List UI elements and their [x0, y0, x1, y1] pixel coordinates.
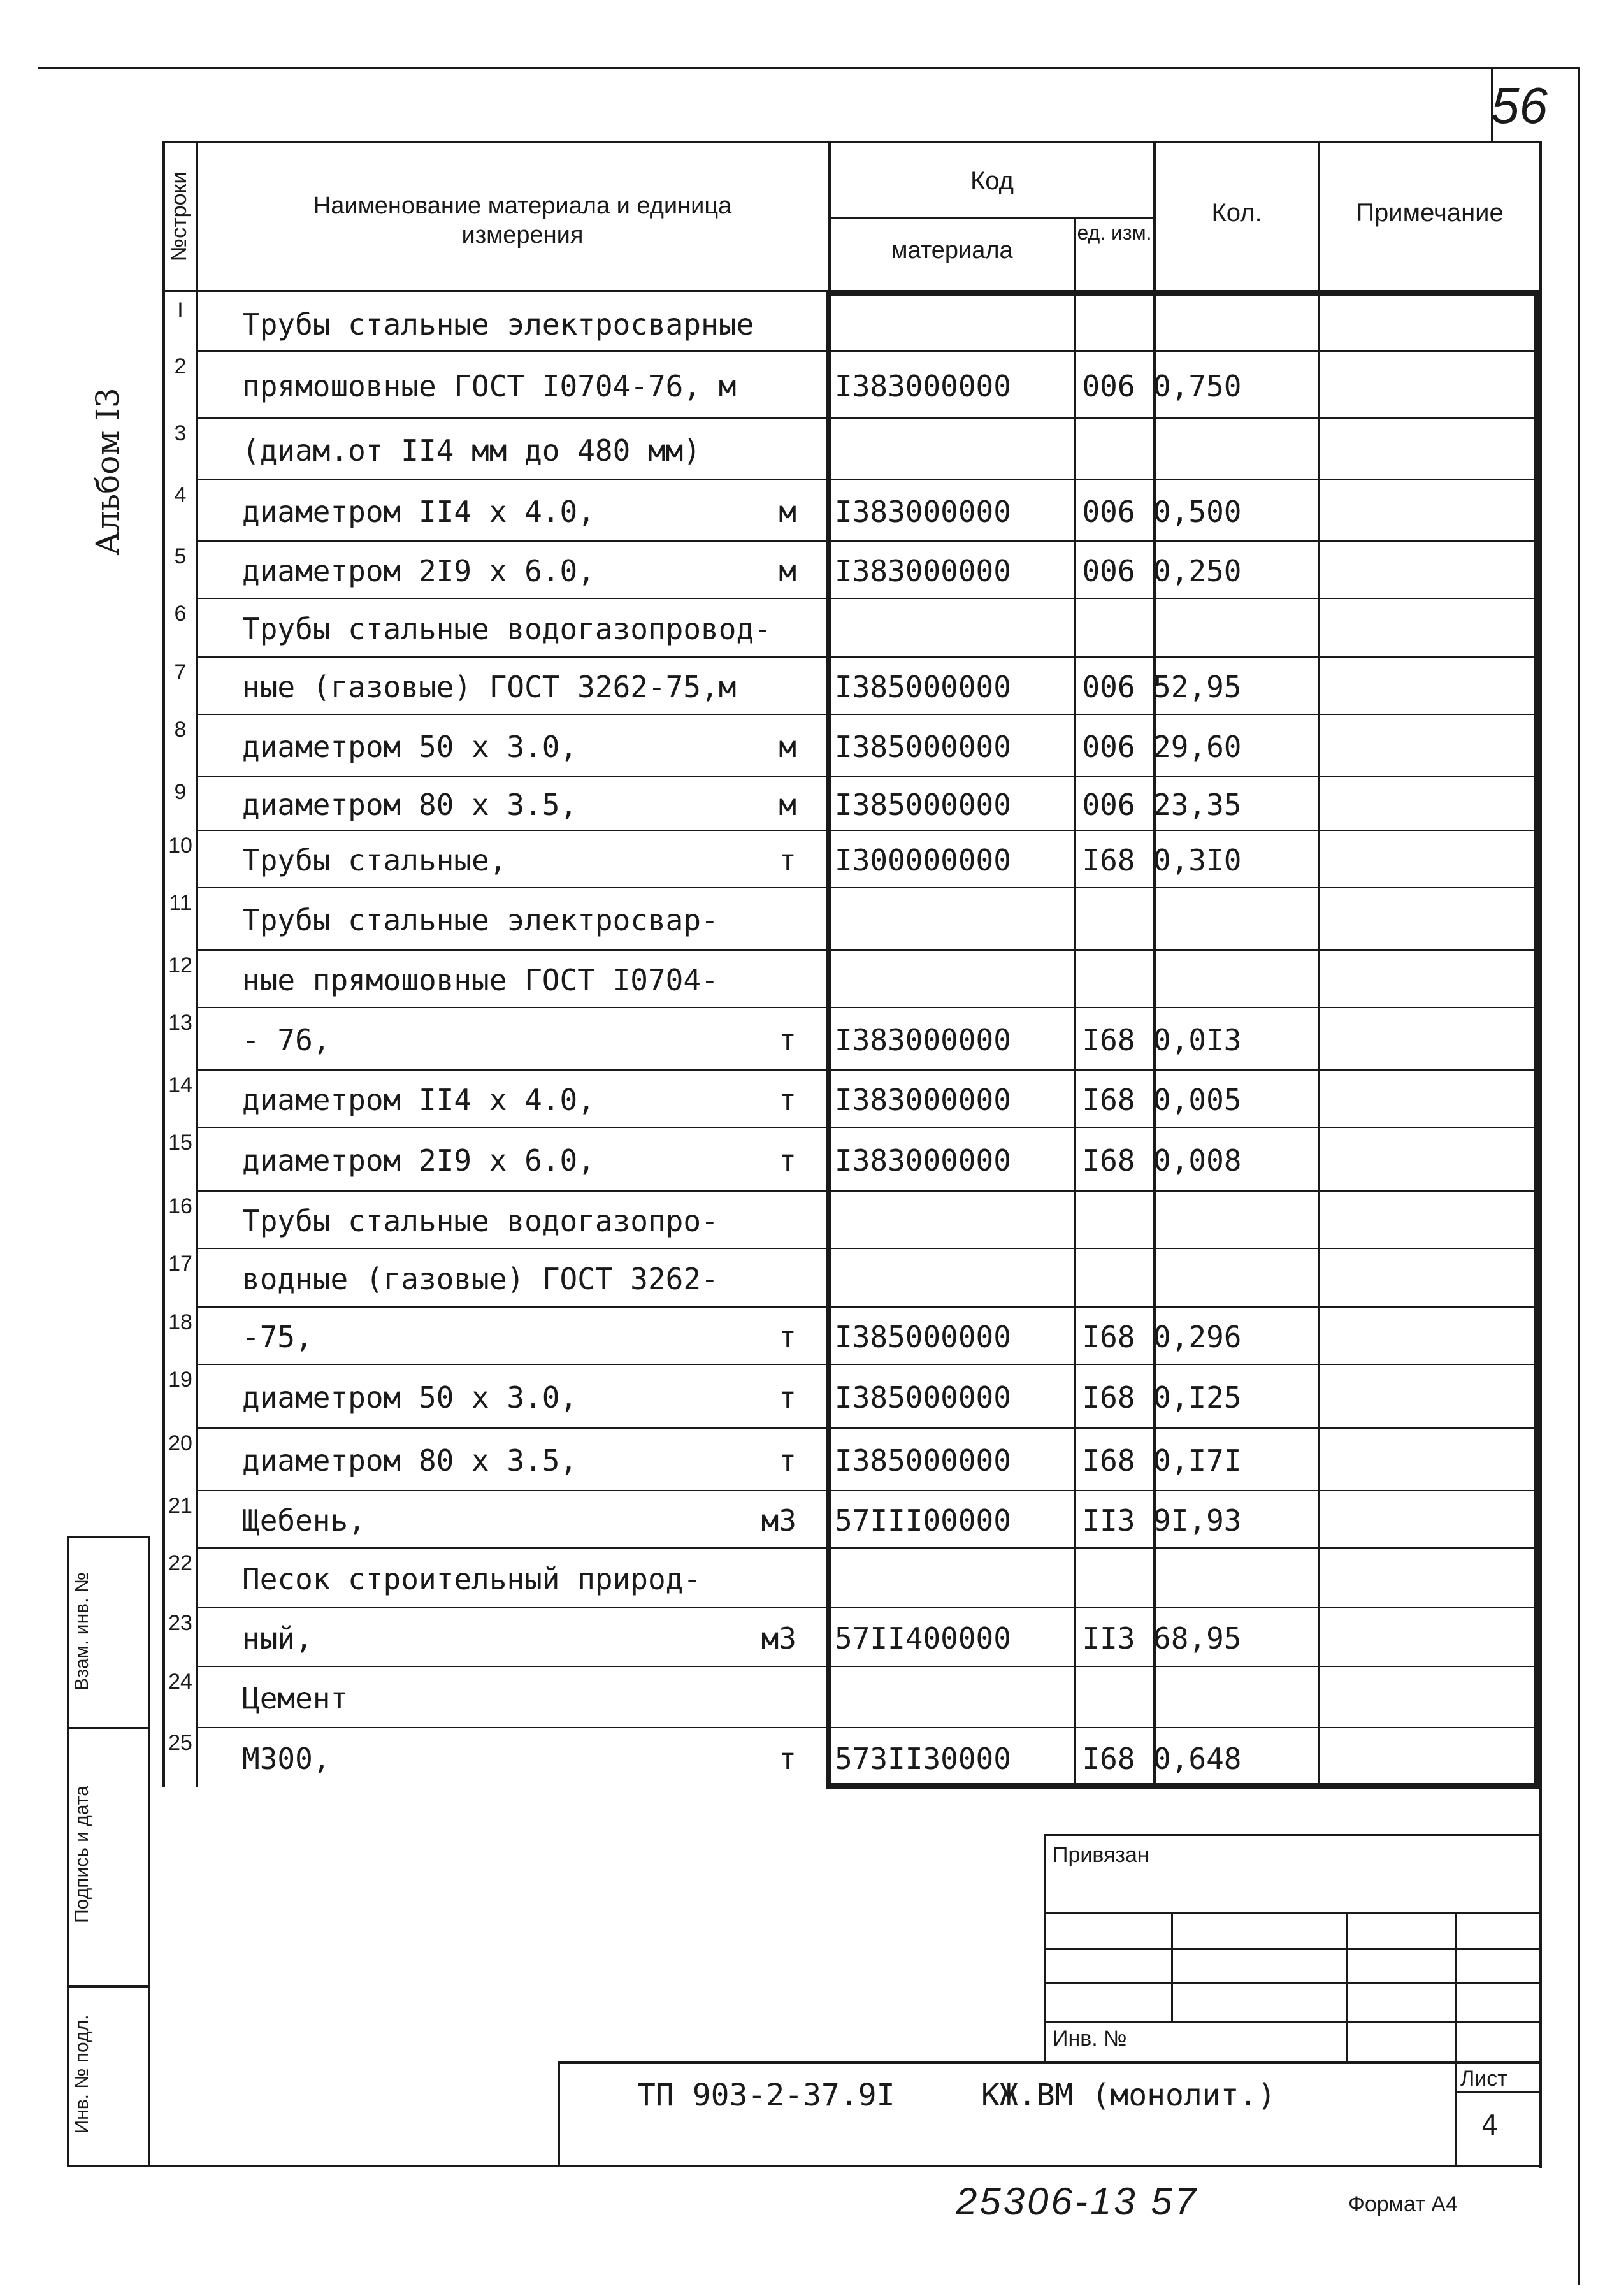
row-separator — [196, 1248, 1541, 1249]
note-col-border — [1318, 141, 1320, 1788]
material-code: I383000000 — [835, 368, 1011, 403]
row-separator — [196, 1727, 1541, 1728]
stamp-line-2 — [1044, 1948, 1542, 1950]
material-name: Трубы стальные электросварные — [242, 307, 754, 342]
stamp-vdiv-2 — [1346, 1912, 1348, 2063]
material-name: Трубы стальные водогазопровод- — [242, 612, 772, 646]
quantity: 23,35 — [1153, 788, 1242, 822]
side-stamp-edge — [67, 1536, 69, 2167]
material-code: 57III00000 — [835, 1503, 1011, 1538]
row-separator — [196, 1127, 1541, 1128]
material-unit: м — [779, 495, 796, 529]
material-code: I385000000 — [835, 788, 1011, 822]
material-unit: т — [779, 1380, 796, 1415]
material-code: I385000000 — [835, 1380, 1011, 1415]
material-unit: м — [779, 788, 796, 822]
quantity: 0,500 — [1153, 495, 1242, 529]
row-separator — [196, 1427, 1541, 1429]
side-stamp-top — [67, 1536, 150, 1538]
row-number: 20 — [168, 1431, 192, 1455]
row-separator — [196, 1190, 1541, 1192]
unit-code: 006 — [1082, 788, 1135, 822]
material-unit: т — [779, 1443, 796, 1478]
code-material-header: материала — [891, 237, 1013, 264]
unit-col-border — [1074, 217, 1076, 1788]
row-number: 10 — [168, 834, 192, 858]
quantity: 9I,93 — [1153, 1503, 1242, 1538]
unit-code: I68 — [1082, 1742, 1135, 1776]
row-separator — [196, 887, 1541, 888]
side-stamp-right — [148, 1536, 150, 2167]
format-label: Формат А4 — [1348, 2192, 1458, 2216]
unit-code: I68 — [1082, 1143, 1135, 1178]
row-number: 18 — [168, 1310, 192, 1334]
material-name: -75, — [242, 1320, 313, 1354]
inv-orig-label: Инв. № подл. — [71, 2014, 92, 2134]
unit-code: 006 — [1082, 495, 1135, 529]
unit-code: I68 — [1082, 1083, 1135, 1117]
row-separator — [196, 417, 1541, 419]
code-subheader-rule — [828, 217, 1156, 219]
row-separator — [196, 1069, 1541, 1071]
row-number: 22 — [168, 1551, 192, 1575]
material-name: диаметром 50 x 3.0, — [242, 730, 578, 764]
row-separator — [196, 776, 1541, 777]
document-code: ТП 903-2-37.9I — [637, 2077, 895, 2113]
row-number: 17 — [168, 1252, 192, 1276]
material-unit: т — [779, 1320, 796, 1354]
row-number: 24 — [168, 1670, 192, 1694]
material-name: Трубы стальные электросвар- — [242, 903, 719, 937]
material-code: I385000000 — [835, 670, 1011, 704]
row-separator — [196, 1607, 1541, 1608]
unit-code: 006 — [1082, 670, 1135, 704]
material-code: I383000000 — [835, 1143, 1011, 1178]
archive-number: 25306-13 57 — [956, 2180, 1198, 2223]
material-name: Трубы стальные, — [242, 843, 507, 877]
stamp-line-4 — [1044, 2021, 1542, 2023]
row-number: 19 — [168, 1368, 192, 1392]
material-unit: м3 — [761, 1503, 796, 1538]
album-label: Альбом I3 — [89, 387, 126, 556]
row-separator — [196, 479, 1541, 480]
quantity: 0,648 — [1153, 1742, 1242, 1776]
row-separator — [196, 1666, 1541, 1667]
row-number: 3 — [174, 421, 187, 445]
row-number: 8 — [174, 718, 187, 742]
material-name: ный, — [242, 1621, 313, 1656]
code-unit-header: ед. изм. — [1077, 221, 1152, 244]
quantity: 68,95 — [1153, 1621, 1242, 1656]
material-name: (диам.от II4 мм до 480 мм) — [242, 433, 702, 468]
sheet-label: Лист — [1460, 2067, 1507, 2091]
material-code: I383000000 — [835, 1083, 1011, 1117]
material-name: - 76, — [242, 1023, 331, 1057]
quantity: 29,60 — [1153, 730, 1242, 764]
data-frame-bottom — [826, 1783, 1540, 1789]
material-unit: т — [779, 1083, 796, 1117]
page-bottom-border — [67, 2165, 1542, 2167]
material-unit: м — [779, 730, 796, 764]
quantity: 52,95 — [1153, 670, 1242, 704]
data-frame-right — [1534, 290, 1540, 1789]
row-number: 23 — [168, 1611, 192, 1635]
quantity: 0,005 — [1153, 1083, 1242, 1117]
material-name: Песок строительный природ- — [242, 1562, 702, 1596]
quantity: 0,750 — [1153, 368, 1242, 403]
row-number: 5 — [174, 544, 187, 568]
row-number: 11 — [169, 891, 192, 915]
row-number: 7 — [174, 660, 187, 684]
quantity: 0,I7I — [1153, 1443, 1242, 1478]
material-code: I385000000 — [835, 1443, 1011, 1478]
quantity: 0,0I3 — [1153, 1023, 1242, 1057]
quantity: 0,296 — [1153, 1320, 1242, 1354]
bound-label: Привязан — [1053, 1843, 1149, 1867]
row-separator — [196, 540, 1541, 542]
row-separator — [196, 714, 1541, 715]
unit-code: 006 — [1082, 730, 1135, 764]
note-header: Примечание — [1356, 199, 1504, 227]
row-number: 21 — [168, 1494, 192, 1518]
row-separator — [196, 1364, 1541, 1365]
row-separator — [196, 656, 1541, 658]
title-row-top — [558, 2061, 1542, 2064]
row-separator — [196, 1490, 1541, 1491]
material-code: I385000000 — [835, 730, 1011, 764]
material-unit: т — [779, 843, 796, 877]
quantity: 0,250 — [1153, 554, 1242, 588]
row-number-header: №строки — [167, 171, 191, 262]
document-mark: КЖ.ВМ (монолит.) — [981, 2077, 1276, 2113]
stamp-line-3 — [1044, 1982, 1542, 1984]
material-code: I383000000 — [835, 495, 1011, 529]
stamp-top-border — [1044, 1834, 1542, 1836]
replace-inv-label: Взам. инв. № — [71, 1572, 92, 1691]
material-name: М300, — [242, 1742, 331, 1776]
qty-header: Кол. — [1211, 199, 1262, 227]
sheet-label-rule — [1455, 2091, 1542, 2093]
top-rule — [38, 67, 1491, 69]
unit-code: I68 — [1082, 843, 1135, 877]
page-number: 56 — [1491, 77, 1548, 134]
stamp-vdiv-1 — [1171, 1912, 1173, 2021]
stamp-vdiv-3 — [1455, 1912, 1457, 2167]
row-separator — [196, 350, 1541, 352]
inv-no-label: Инв. № — [1053, 2026, 1127, 2051]
sheet-number: 4 — [1481, 2109, 1499, 2142]
data-frame-left — [826, 290, 831, 1789]
unit-code: 006 — [1082, 554, 1135, 588]
material-code: I383000000 — [835, 1023, 1011, 1057]
rownum-col-divider — [196, 141, 198, 1787]
material-name: диаметром 2I9 x 6.0, — [242, 1143, 595, 1178]
unit-code: I68 — [1082, 1320, 1135, 1354]
material-name: диаметром 50 x 3.0, — [242, 1380, 578, 1415]
row-number: 14 — [168, 1073, 192, 1097]
material-unit: м — [779, 554, 796, 588]
material-name: прямошовные ГОСТ I0704-76, м — [242, 368, 737, 403]
row-number: 4 — [174, 483, 187, 507]
row-number: 25 — [168, 1731, 192, 1755]
material-code: I383000000 — [835, 554, 1011, 588]
quantity: 0,I25 — [1153, 1380, 1242, 1415]
row-separator — [196, 1306, 1541, 1308]
unit-code: II3 — [1082, 1621, 1135, 1656]
material-name: ные прямошовные ГОСТ I0704- — [242, 963, 719, 997]
row-separator — [196, 949, 1541, 951]
row-separator — [196, 598, 1541, 599]
row-number: 16 — [168, 1194, 192, 1218]
data-frame-top — [828, 290, 1542, 296]
unit-code: I68 — [1082, 1380, 1135, 1415]
material-unit: м3 — [761, 1621, 796, 1656]
unit-code: II3 — [1082, 1503, 1135, 1538]
row-number: 12 — [168, 953, 192, 978]
material-name: Цемент — [242, 1681, 349, 1715]
page-right-border — [1578, 67, 1580, 2285]
title-row-left — [558, 2061, 560, 2167]
quantity: 0,3I0 — [1153, 843, 1242, 877]
unit-code: 006 — [1082, 368, 1135, 403]
material-unit: т — [779, 1143, 796, 1178]
stamp-line-1 — [1044, 1912, 1542, 1914]
row-number: 6 — [174, 602, 187, 626]
material-code: I300000000 — [835, 843, 1011, 877]
row-number: 15 — [168, 1130, 192, 1155]
row-separator — [196, 1547, 1541, 1549]
row-number: I — [177, 298, 183, 322]
material-code: 57II400000 — [835, 1621, 1011, 1656]
material-name: ные (газовые) ГОСТ 3262-75,м — [242, 670, 737, 704]
material-name: водные (газовые) ГОСТ 3262- — [242, 1262, 719, 1296]
material-name: диаметром 80 x 3.5, — [242, 1443, 578, 1478]
table-top-border — [162, 141, 1542, 143]
material-name: Щебень, — [242, 1503, 366, 1538]
material-name: диаметром 2I9 x 6.0, — [242, 554, 595, 588]
row-number: 2 — [174, 354, 187, 379]
material-name-header: Наименование материала и единица измерения — [313, 192, 732, 249]
material-code: I385000000 — [835, 1320, 1011, 1354]
material-name: диаметром II4 x 4.0, — [242, 1083, 595, 1117]
sign-date-label: Подпись и дата — [71, 1786, 92, 1923]
material-code: 573II30000 — [835, 1742, 1011, 1776]
unit-code: I68 — [1082, 1443, 1135, 1478]
row-number: 13 — [168, 1011, 192, 1035]
material-unit: т — [779, 1023, 796, 1057]
quantity: 0,008 — [1153, 1143, 1242, 1178]
code-header: Код — [970, 167, 1014, 195]
row-number: 9 — [174, 780, 187, 804]
material-name: диаметром II4 x 4.0, — [242, 495, 595, 529]
page-number-box-top — [1491, 67, 1580, 69]
material-unit: т — [779, 1742, 796, 1776]
material-name: Трубы стальные водогазопро- — [242, 1204, 719, 1238]
row-separator — [196, 830, 1541, 831]
material-name: диаметром 80 x 3.5, — [242, 788, 578, 822]
unit-code: I68 — [1082, 1023, 1135, 1057]
row-separator — [196, 1007, 1541, 1008]
